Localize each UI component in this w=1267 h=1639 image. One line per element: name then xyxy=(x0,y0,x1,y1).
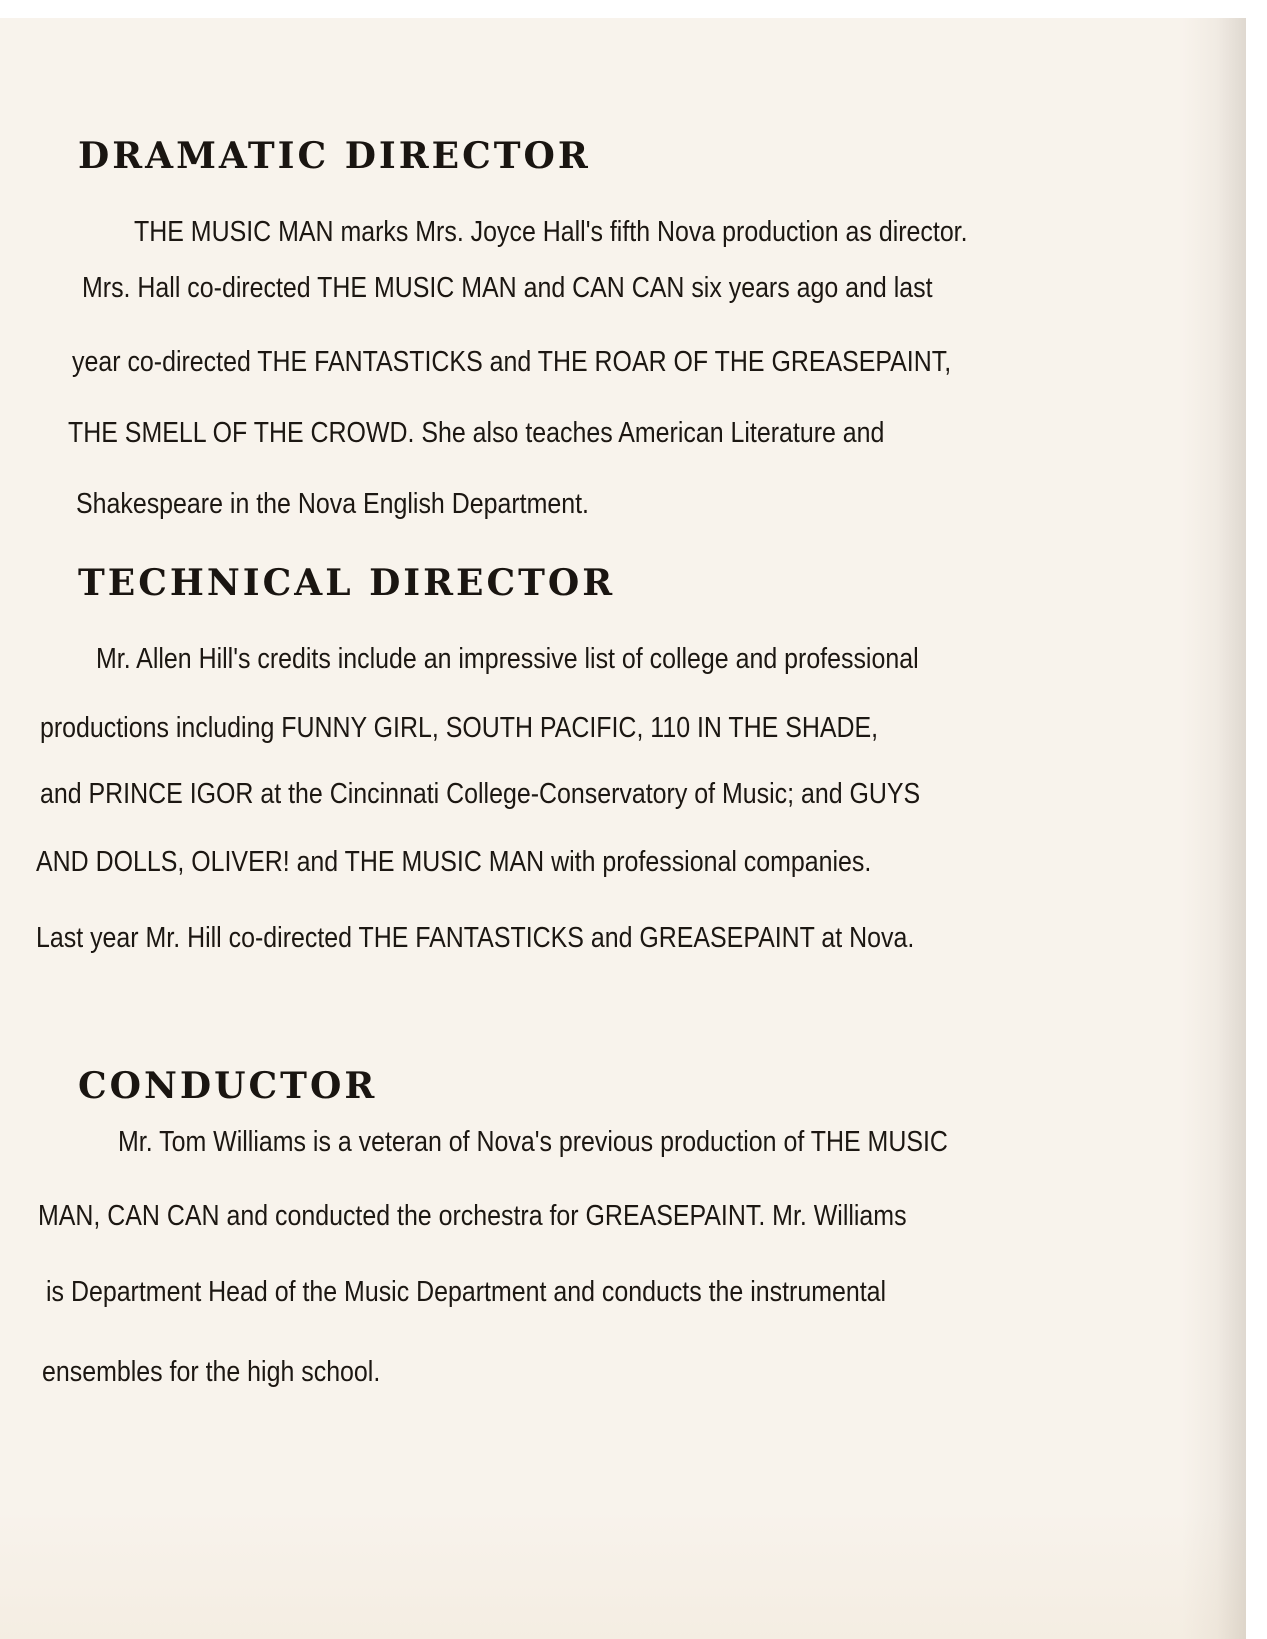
dramatic-director-line-3: year co-directed THE FANTASTICKS and THE ROAR OF THE GREASEPAINT, xyxy=(72,346,952,378)
conductor-heading: CONDUCTOR xyxy=(78,1065,378,1107)
technical-director-line-1: Mr. Allen Hill's credits include an impressive list of college and professional xyxy=(96,643,919,675)
technical-director-heading: TECHNICAL DIRECTOR xyxy=(78,562,616,604)
dramatic-director-line-4: THE SMELL OF THE CROWD. She also teaches American Literature and xyxy=(68,417,885,449)
conductor-line-4: ensembles for the high school. xyxy=(42,1356,381,1388)
technical-director-line-2: productions including FUNNY GIRL, SOUTH PACIFIC, 110 IN THE SHADE, xyxy=(40,712,879,744)
conductor-line-2: MAN, CAN CAN and conducted the orchestra for GREASEPAINT. Mr. Williams xyxy=(38,1200,907,1232)
dramatic-director-line-5: Shakespeare in the Nova English Department. xyxy=(76,488,589,520)
conductor-line-3: is Department Head of the Music Department and conducts the instrumental xyxy=(46,1276,887,1308)
dramatic-director-line-2: Mrs. Hall co-directed THE MUSIC MAN and CAN CAN six years ago and last xyxy=(82,272,933,304)
program-page xyxy=(0,18,1246,1639)
conductor-line-1: Mr. Tom Williams is a veteran of Nova's previous production of THE MUSIC xyxy=(118,1126,948,1158)
dramatic-director-line-1: THE MUSIC MAN marks Mrs. Joyce Hall's fifth Nova production as director. xyxy=(134,216,968,248)
technical-director-line-4: AND DOLLS, OLIVER! and THE MUSIC MAN with professional companies. xyxy=(36,846,872,878)
technical-director-line-5: Last year Mr. Hill co-directed THE FANTASTICKS and GREASEPAINT at Nova. xyxy=(36,922,915,954)
dramatic-director-heading: DRAMATIC DIRECTOR xyxy=(78,135,591,177)
technical-director-line-3: and PRINCE IGOR at the Cincinnati College-Conservatory of Music; and GUYS xyxy=(40,778,921,810)
